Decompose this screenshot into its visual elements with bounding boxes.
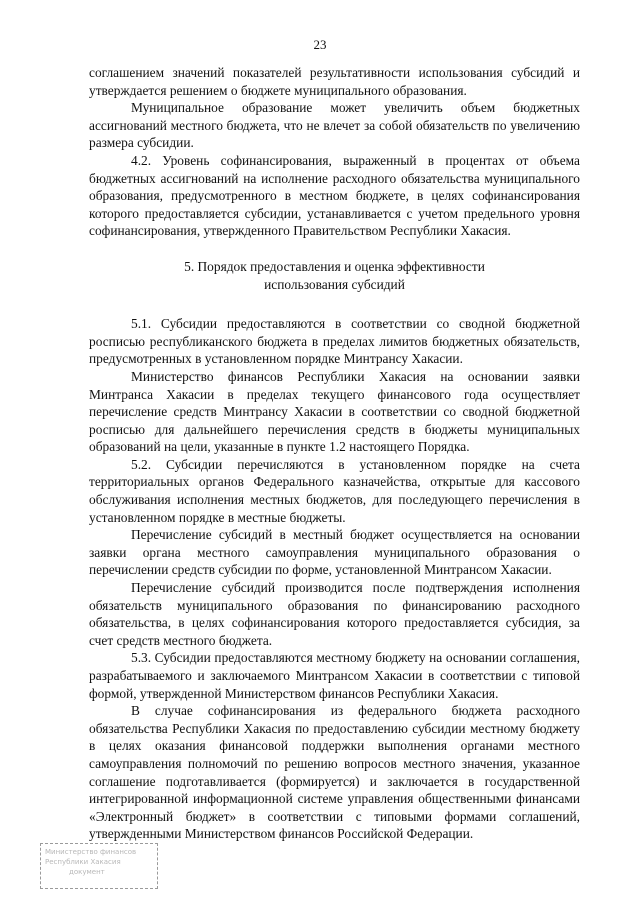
document-stamp [40, 843, 158, 889]
paragraph-minfin-transfer: Министерство финансов Республики Хакасия на основании заявки Минтранса Хакасии в пределах текущего финансового года осуществляет перечисление средств Минтрансу Хакасии в соответствии со сводной бюджетной росписью для дальнейшего перечисления средств в бюджеты муниципальных образований на цели, указанные в пункте 1.2 настоящего Порядка. [89, 368, 580, 455]
paragraph-5-2: 5.2. Субсидии перечисляются в установленном порядке на счета территориальных органов Федерального казначейства, открытые для кассового обслуживания исполнения местных бюджетов, для последующего перечисления в установленном порядке в местные бюджеты. [89, 456, 580, 525]
paragraph-transfer-confirmation: Перечисление субсидий производится после подтверждения исполнения обязательств муниципального образования по финансированию расходного обязательства, в целях софинансирования которого предоставляется субсидия, за счет средств местного бюджета. [89, 580, 580, 648]
paragraph-4-2: 4.2. Уровень софинансирования, выраженный в процентах от объема бюджетных ассигнований на исполнение расходного обязательства муниципального образования, предусмотренного в местном бюджете, в целях софинансирования которого предоставляется субсидии, устанавливается с учетом предельного уровня софинансирования, утвержденного Правительством Республики Хакасия. [89, 152, 580, 239]
paragraph-5-1: 5.1. Субсидии предоставляются в соответствии со сводной бюджетной росписью республиканского бюджета в пределах лимитов бюджетных обязательств, предусмотренных в установленном порядке Минтрансу Хакасии. [89, 316, 580, 367]
paragraph-budget-increase: Муниципальное образование может увеличить объем бюджетных ассигнований местного бюджета, что не влечет за собой обязательств по увеличению размера субсидии. [89, 100, 580, 151]
stamp-line: Республики Хакасия [45, 858, 121, 866]
stamp-line: Министерство финансов [45, 848, 137, 856]
page-number: 23 [313, 37, 327, 52]
paragraph-5-3: 5.3. Субсидии предоставляются местному бюджету на основании соглашения, разрабатываемого и заключаемого Минтрансом Хакасии в соответствии с типовой формой, утвержденной Министерством финансов Республики Хакасия. [89, 650, 580, 701]
document-body [89, 64, 580, 843]
paragraph-federal-cofinancing: В случае софинансирования из федерального бюджета расходного обязательства Республики Хакасия по предоставлению субсидии местному бюджету в целях оказания финансовой поддержки выполнения органами местного самоуправления полномочий по решению вопросов местного значения, указанное соглашение подготавливается (формируется) и заключается в государственной интегрированной информационной системе управления общественными финансами «Электронный бюджет» в соответствии с типовыми формами соглашений, утвержденными Министерством финансов Российской Федерации. [89, 703, 580, 842]
stamp-line: документ [69, 868, 105, 876]
paragraph-transfer-application: Перечисление субсидий в местный бюджет осуществляется на основании заявки органа местного самоуправления муниципального образования о перечислении средств субсидии по форме, установленной Минтрансом Хакасии. [89, 527, 580, 578]
paragraph-continuation: соглашением значений показателей результативности использования субсидий и утверждается решением о бюджете муниципального образования. [89, 65, 580, 98]
section-heading-5 [89, 258, 580, 293]
section-heading-5-text: 5. Порядок предоставления и оценка эффективности использования субсидий [184, 258, 485, 292]
